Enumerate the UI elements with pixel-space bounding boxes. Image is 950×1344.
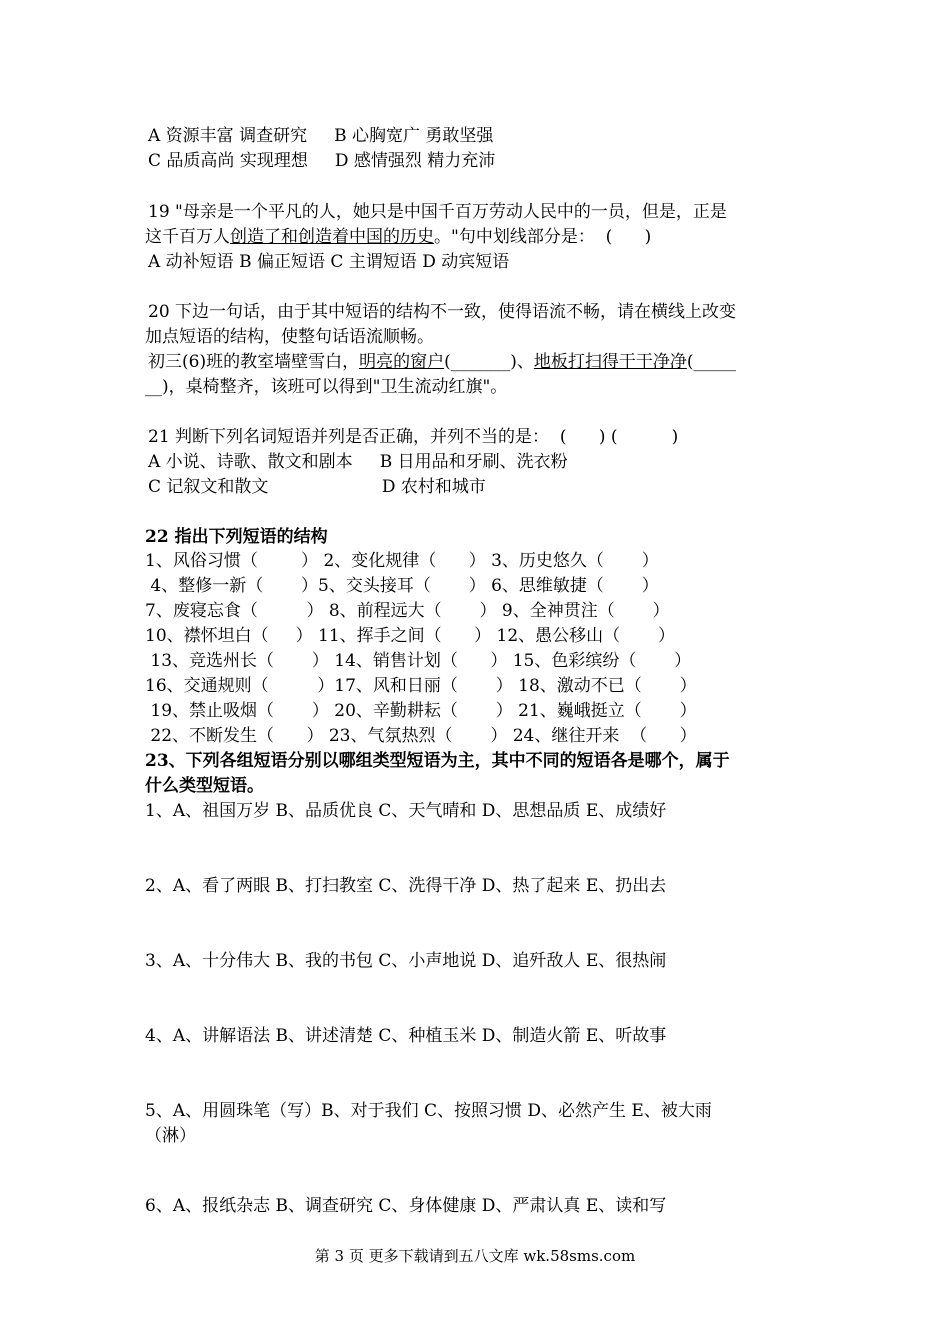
q23-item-4: 4、A、讲解语法 B、讲述清楚 C、种植玉米 D、制造火箭 E、听故事: [145, 1026, 667, 1046]
q20-underlined-phrase-1: 明亮的窗户: [359, 352, 445, 372]
q18-options-line-2: C 品质高尚 实现理想 D 感情强烈 精力充沛: [148, 151, 496, 171]
q23-title-line-2: 什么类型短语。: [145, 776, 264, 796]
q23-title-line-1: 23、下列各组短语分别以哪组类型短语为主，其中不同的短语各是哪个，属于: [145, 751, 730, 771]
q23-item-3: 3、A、十分伟大 B、我的书包 C、小声地说 D、追歼敌人 E、很热闹: [145, 951, 667, 971]
q19-text-pre: 这千百万人: [145, 227, 230, 247]
q21-options-line-1: A 小说、诗歌、散文和剧本 B 日用品和牙刷、洗衣粉: [148, 452, 568, 472]
q23-item-1: 1、A、祖国万岁 B、品质优良 C、天气晴和 D、思想品质 E、成绩好: [145, 801, 667, 821]
q20-sentence-pre: 初三(6)班的教室墙壁雪白，: [148, 352, 360, 372]
q22-row-4: 10、襟怀坦白（ ） 11、挥手之间（ ） 12、愚公移山（ ）: [145, 626, 675, 646]
q20-blank-2: (_____: [686, 352, 736, 372]
q19-text-post: 。"句中划线部分是： ( ): [434, 227, 652, 247]
q20-blank-1: (_______)、: [444, 352, 534, 372]
q18-options-line-1: A 资源丰富 调查研究 B 心胸宽广 勇敢坚强: [148, 126, 494, 146]
q20-text-line-2: 加点短语的结构，使整句话语流顺畅。: [145, 327, 434, 347]
page-footer: 第 3 页 更多下载请到五八文库 wk.58sms.com: [314, 1247, 636, 1265]
q22-title: 22 指出下列短语的结构: [145, 527, 328, 547]
q19-text-line-2: [145, 225, 651, 249]
q19-options: A 动补短语 B 偏正短语 C 主谓短语 D 动宾短语: [148, 252, 510, 272]
q21-text: 21 判断下列名词短语并列是否正确，并列不当的是： ( ) ( ): [148, 427, 679, 447]
q20-underlined-phrase-2: 地板打扫得干干净净: [533, 352, 687, 372]
q20-sentence-line-2: __)，桌椅整齐，该班可以得到"卫生流动红旗"。: [145, 377, 508, 397]
q20-sentence-line-1: [148, 350, 736, 374]
q23-item-5: 5、A、用圆珠笔（写）B、对于我们 C、按照习惯 D、必然产生 E、被大雨: [145, 1101, 712, 1121]
q23-item-2: 2、A、看了两眼 B、打扫教室 C、洗得干净 D、热了起来 E、扔出去: [145, 876, 667, 896]
q22-row-7: 19、禁止吸烟（ ） 20、辛勤耕耘（ ） 21、巍峨挺立（ ）: [145, 701, 697, 721]
q23-item-5-continued: （淋）: [145, 1126, 196, 1146]
q22-row-1: 1、风俗习惯（ ） 2、变化规律（ ） 3、历史悠久（ ）: [145, 551, 659, 571]
q22-row-8: 22、不断发生（ ） 23、气氛热烈（ ） 24、继往开来 （ ）: [145, 726, 697, 746]
q22-row-5: 13、竞选州长（ ） 14、销售计划（ ） 15、色彩缤纷（ ）: [145, 651, 692, 671]
q22-row-6: 16、交通规则（ ）17、风和日丽（ ） 18、激动不已（ ）: [145, 676, 697, 696]
q23-item-6: 6、A、报纸杂志 B、调查研究 C、身体健康 D、严肃认真 E、读和写: [145, 1196, 667, 1216]
q20-text-line-1: 20 下边一句话，由于其中短语的结构不一致，使得语流不畅，请在横线上改变: [148, 302, 737, 322]
q19-underlined-phrase: 创造了和创造着中国的历史: [230, 227, 434, 247]
q22-row-2: 4、整修一新（ ）5、交头接耳（ ） 6、思维敏捷（ ）: [145, 576, 659, 596]
q21-options-line-2: C 记叙文和散文 D 农村和城市: [148, 477, 486, 497]
q19-text-line-1: 19 "母亲是一个平凡的人，她只是中国千百万劳动人民中的一员，但是，正是: [148, 202, 727, 222]
q22-row-3: 7、废寝忘食（ ） 8、前程远大（ ） 9、全神贯注（ ）: [145, 601, 670, 621]
